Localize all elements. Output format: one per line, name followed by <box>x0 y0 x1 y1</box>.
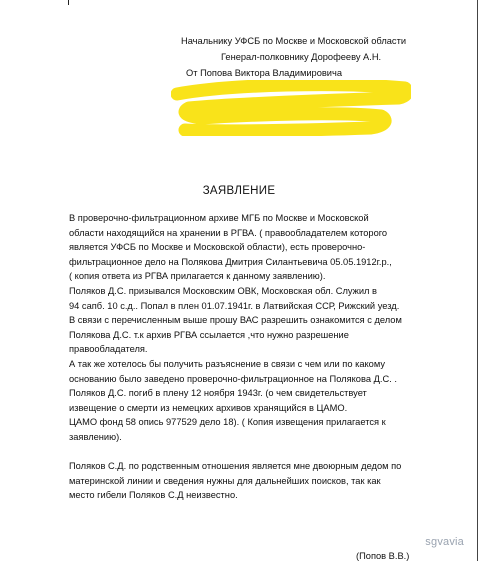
document-title: ЗАЯВЛЕНИЕ <box>202 185 276 197</box>
body-line: является УФСБ по Москве и Московской области), есть проверочно- <box>69 242 366 253</box>
body-line: Полякова Д.С. т.к архив РГВА ссылается ,что нужно разрешение <box>69 329 349 340</box>
statement-body <box>69 211 459 503</box>
body-line: Поляков Д.С. призывался Московским ОВК, Московская обл. Служил в <box>69 285 377 296</box>
body-line: основанию было заведено проверочно-фильтрационное на Полякова Д.С. . <box>69 373 397 384</box>
body-line: фильтрационное дело на Полякова Дмитрия Силантьевича 05.05.1912г.р., <box>69 256 392 267</box>
body-line: В связи с перечисленным выше прошу ВАС разрешить ознакомится с делом <box>69 315 402 326</box>
body-line: Поляков С.Д. по родственным отношения является мне двоюрным дедом по <box>69 461 402 472</box>
body-line: правообладателя. <box>69 344 148 355</box>
sender-line: От Попова Виктора Владимировича <box>186 68 343 78</box>
body-line: материнской линии и сведения нужны для дальнейших поисков, так как <box>69 475 381 486</box>
body-line: В проверочно-фильтрационном архиве МГБ по Москве и Московской <box>69 213 369 223</box>
body-line: извещение о смерти из немецких архивов хранящийся в ЦАМО. <box>69 402 348 413</box>
body-line: место гибели Поляков С.Д неизвестно. <box>69 490 238 501</box>
body-line: Поляков Д.С. погиб в плену 12 ноября 1943г. (о чем свидетельствует <box>69 388 367 399</box>
body-line: А так же хотелось бы получить разъяснение в связи с чем или по какому <box>69 358 385 369</box>
body-line: ЦАМО фонд 58 опись 977529 дело 18). ( Копия извещения прилагается к <box>69 417 386 428</box>
addressee-line: Начальнику УФСБ по Москве и Московской области <box>181 36 407 46</box>
body-line: 94 сапб. 10 с.д.. Попал в плен 01.07.1941г. в Латвийская ССР, Рижский уезд. <box>69 300 400 311</box>
body-line: заявлению). <box>69 431 122 442</box>
body-line: области находящийся на хранении в РГВА. ( правообладателем которого <box>69 227 388 238</box>
watermark: sgvavia <box>425 536 464 548</box>
blank-line <box>69 445 459 460</box>
addressee-rank-line: Генерал-полковнику Дорофееву А.Н. <box>221 52 382 62</box>
signature-partial: (Попов В.В.) <box>356 551 410 561</box>
page-edge-mark <box>68 0 69 5</box>
body-line: ( копия ответа из РГВА прилагается к данному заявлению). <box>69 271 326 282</box>
redaction-mark <box>171 80 411 136</box>
